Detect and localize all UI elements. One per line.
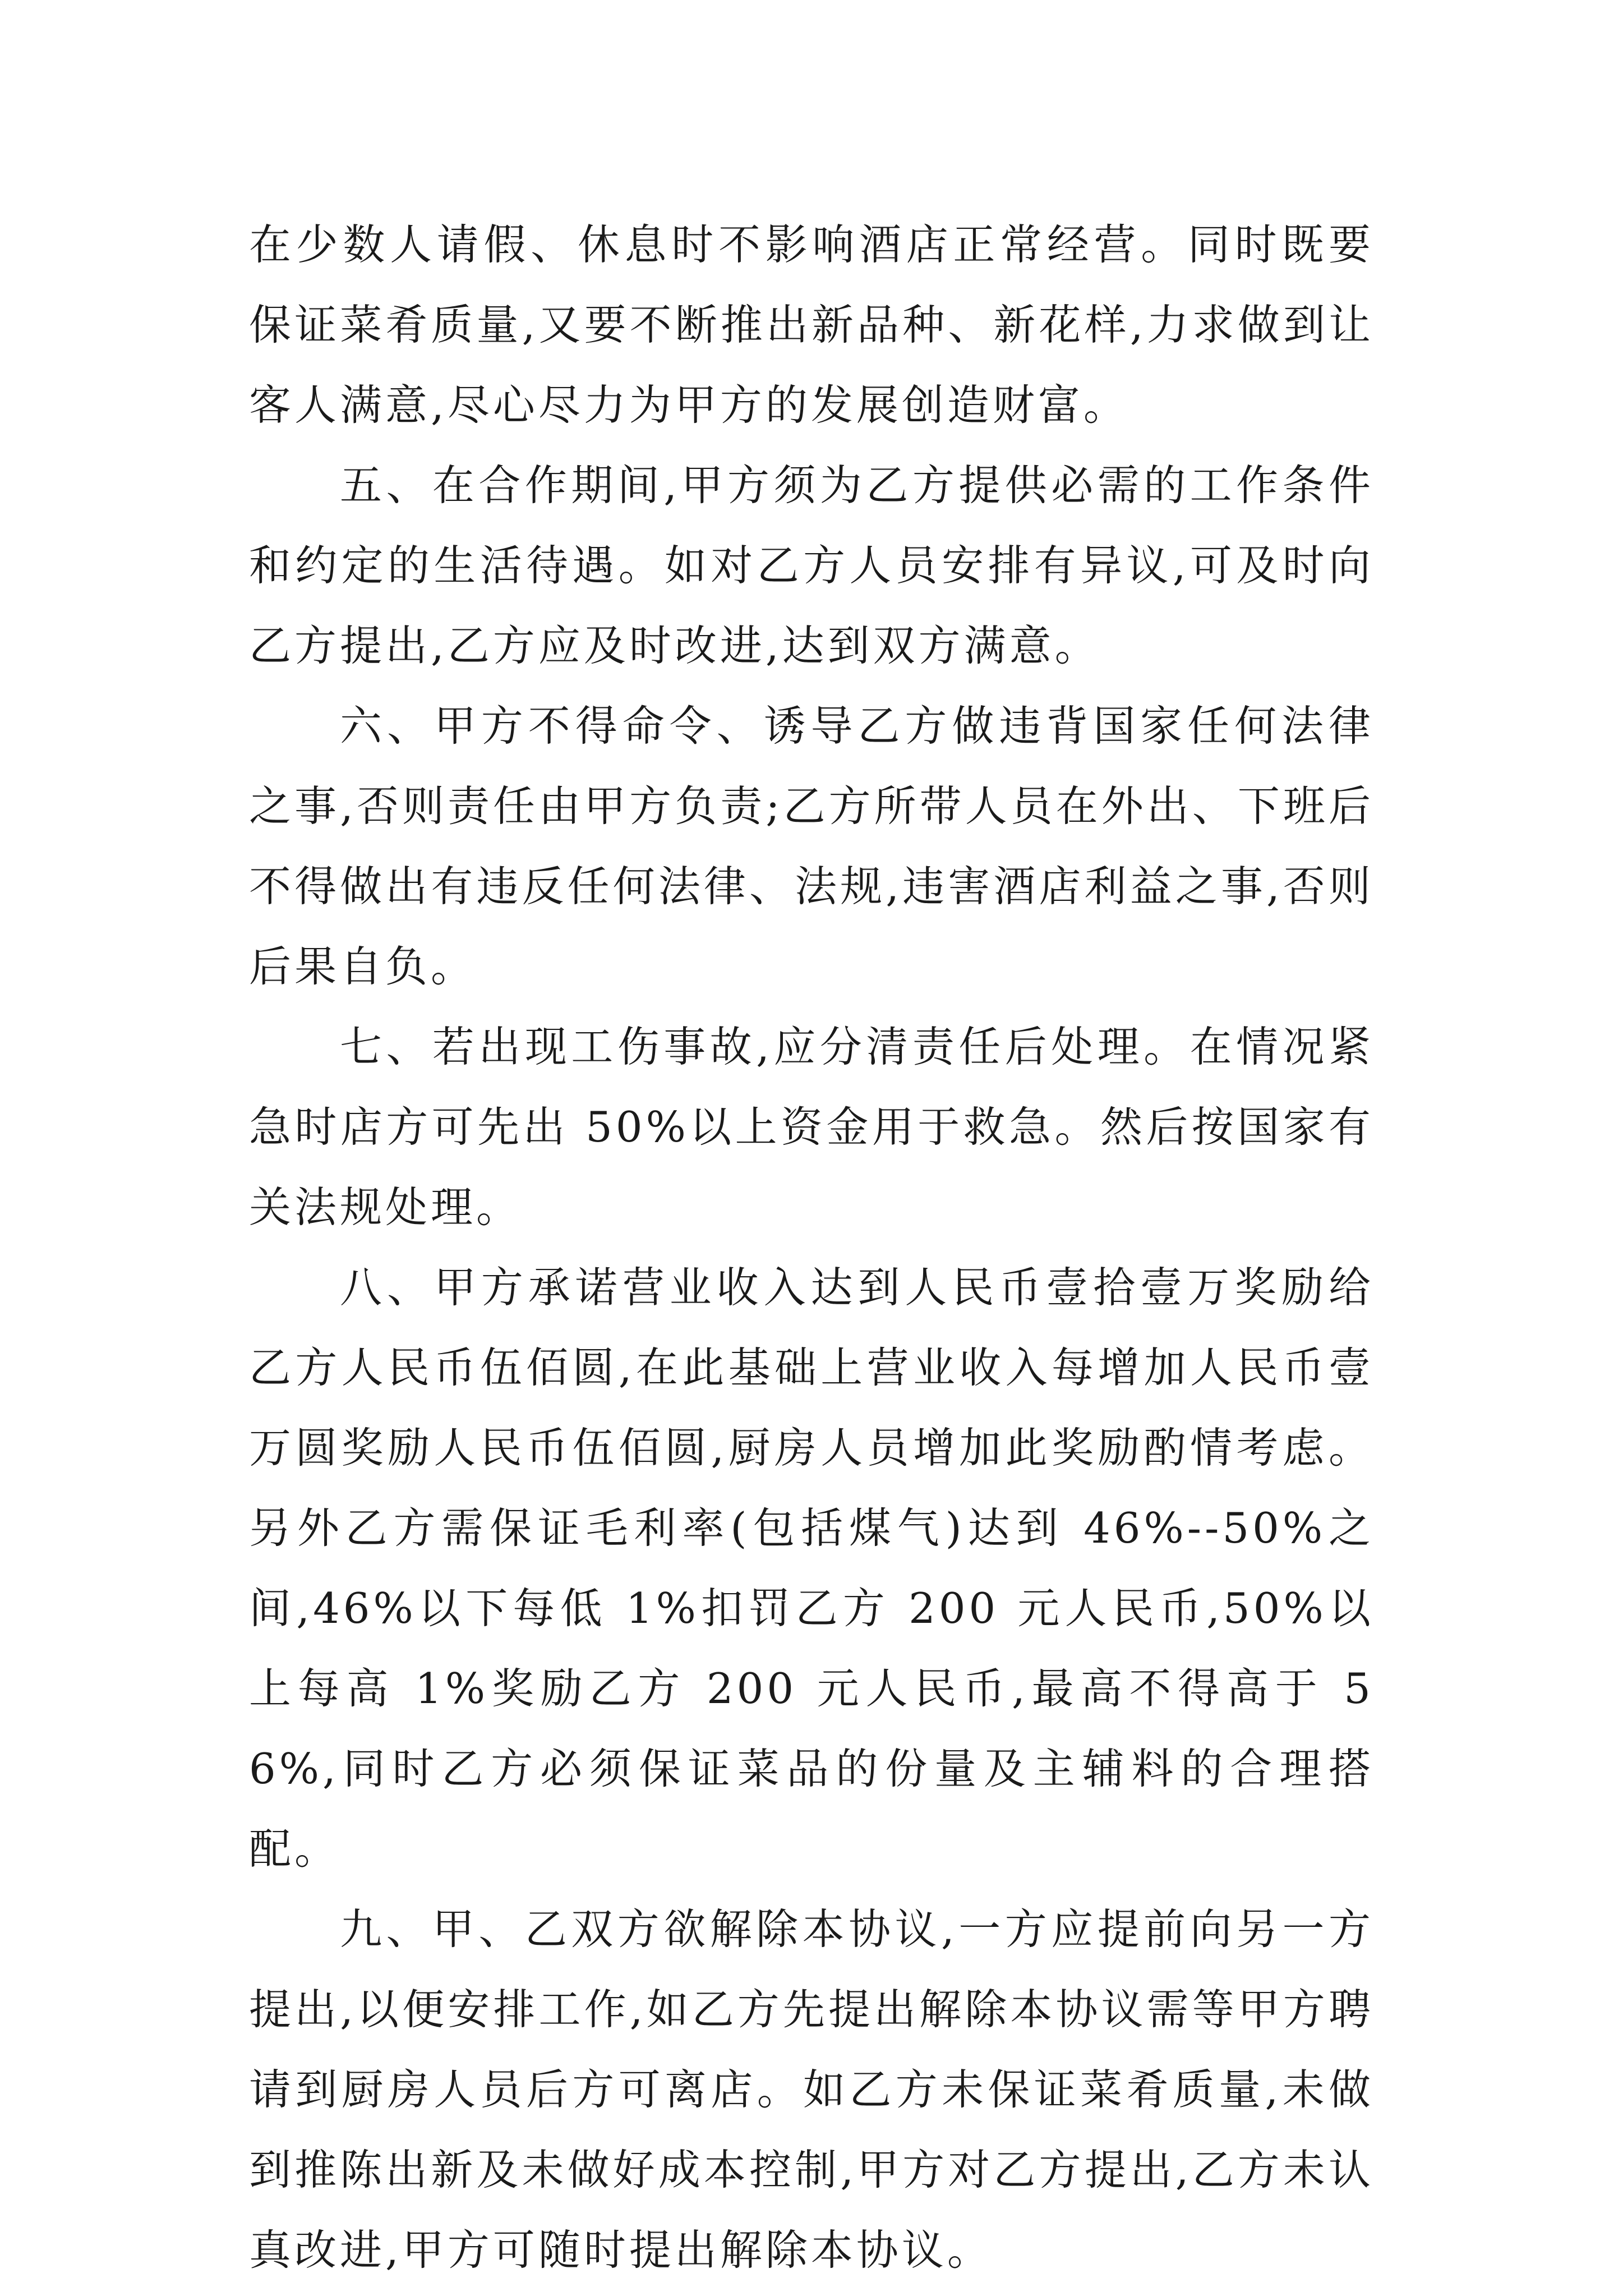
paragraph-clause-7: 七、若出现工伤事故,应分清责任后处理。在情况紧急时店方可先出 50%以上资金用于救急。然后按国家有关法规处理。	[249, 1022, 1374, 1232]
paragraph-continuation: 在少数人请假、休息时不影响酒店正常经营。同时既要保证菜肴质量,又要不断推出新品种、新花样,力求做到让客人满意,尽心尽力为甲方的发展创造财富。	[249, 220, 1374, 430]
document-body	[249, 205, 1374, 2290]
paragraph-clause-8: 八、甲方承诺营业收入达到人民币壹拾壹万奖励给乙方人民币伍佰圆,在此基础上营业收入每增加人民币壹万圆奖励人民币伍佰圆,厨房人员增加此奖励酌情考虑。另外乙方需保证毛利率(包括煤气)达到 46%--50%之间,46%以下每低 1%扣罚乙方 200 元人民币,50%以上每高 1%奖励乙方 200 元人民币,最高不得高于 56%,同时乙方必须保证菜品的份量及主辅料的合理搭配。	[249, 1263, 1374, 1874]
paragraph-clause-5: 五、在合作期间,甲方须为乙方提供必需的工作条件和约定的生活待遇。如对乙方人员安排有异议,可及时向乙方提出,乙方应及时改进,达到双方满意。	[249, 461, 1374, 670]
paragraph-clause-6: 六、甲方不得命令、诱导乙方做违背国家任何法律之事,否则责任由甲方负责;乙方所带人员在外出、下班后不得做出有违反任何法律、法规,违害酒店利益之事,否则后果自负。	[249, 701, 1374, 991]
paragraph-clause-9: 九、甲、乙双方欲解除本协议,一方应提前向另一方提出,以便安排工作,如乙方先提出解除本协议需等甲方聘请到厨房人员后方可离店。如乙方未保证菜肴质量,未做到推陈出新及未做好成本控制,甲方对乙方提出,乙方未认真改进,甲方可随时提出解除本协议。	[249, 1904, 1374, 2275]
